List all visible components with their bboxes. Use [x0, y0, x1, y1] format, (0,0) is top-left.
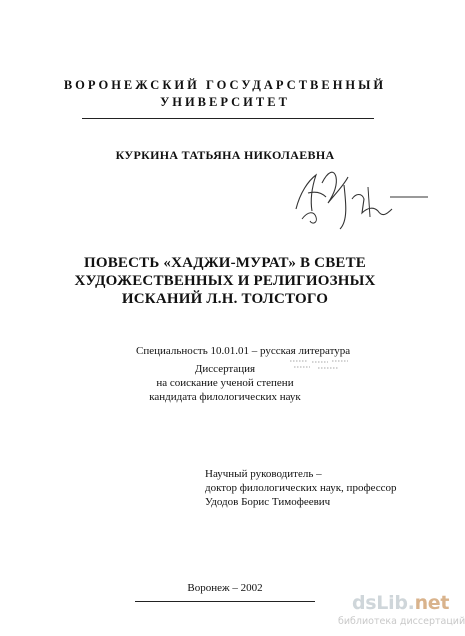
title-line: ИСКАНИЙ Л.Н. ТОЛСТОГО: [121, 291, 329, 307]
author-name: КУРКИНА ТАТЬЯНА НИКОЛАЕВНА: [115, 148, 335, 162]
watermark-logo-suffix: net: [414, 592, 450, 614]
supervisor-line: Научный руководитель –: [205, 468, 322, 480]
watermark-logo: [352, 592, 449, 614]
watermark-logo-main: dsLib.: [352, 592, 415, 614]
watermark-tagline: библиотека диссертаций: [338, 616, 465, 627]
supervisor-line: доктор филологических наук, профессор: [205, 482, 397, 494]
university-name: [0, 77, 450, 111]
degree-line: кандидата филологических наук: [149, 391, 301, 403]
title-line: ХУДОЖЕСТВЕННЫХ И РЕЛИГИОЗНЫХ: [74, 273, 376, 289]
degree-statement: [0, 362, 450, 404]
degree-line: Диссертация: [194, 363, 256, 375]
city-year: Воронеж – 2002: [187, 582, 263, 594]
supervisor-block: [205, 467, 397, 509]
footer-rule: [135, 601, 315, 602]
specialty-line: Специальность 10.01.01 – русская литература: [136, 345, 351, 357]
university-line: ВОРОНЕЖСКИЙ ГОСУДАРСТВЕННЫЙ: [63, 78, 387, 92]
handwritten-signature: [282, 163, 432, 243]
degree-line: на соискание ученой степени: [156, 377, 294, 389]
university-line: УНИВЕРСИТЕТ: [160, 95, 290, 109]
dslib-watermark: [338, 592, 465, 632]
dissertation-title: [0, 254, 450, 308]
title-line: ПОВЕСТЬ «ХАДЖИ-МУРАТ» В СВЕТЕ: [83, 255, 367, 271]
supervisor-line: Удодов Борис Тимофеевич: [205, 496, 331, 508]
header-rule: [82, 118, 374, 119]
